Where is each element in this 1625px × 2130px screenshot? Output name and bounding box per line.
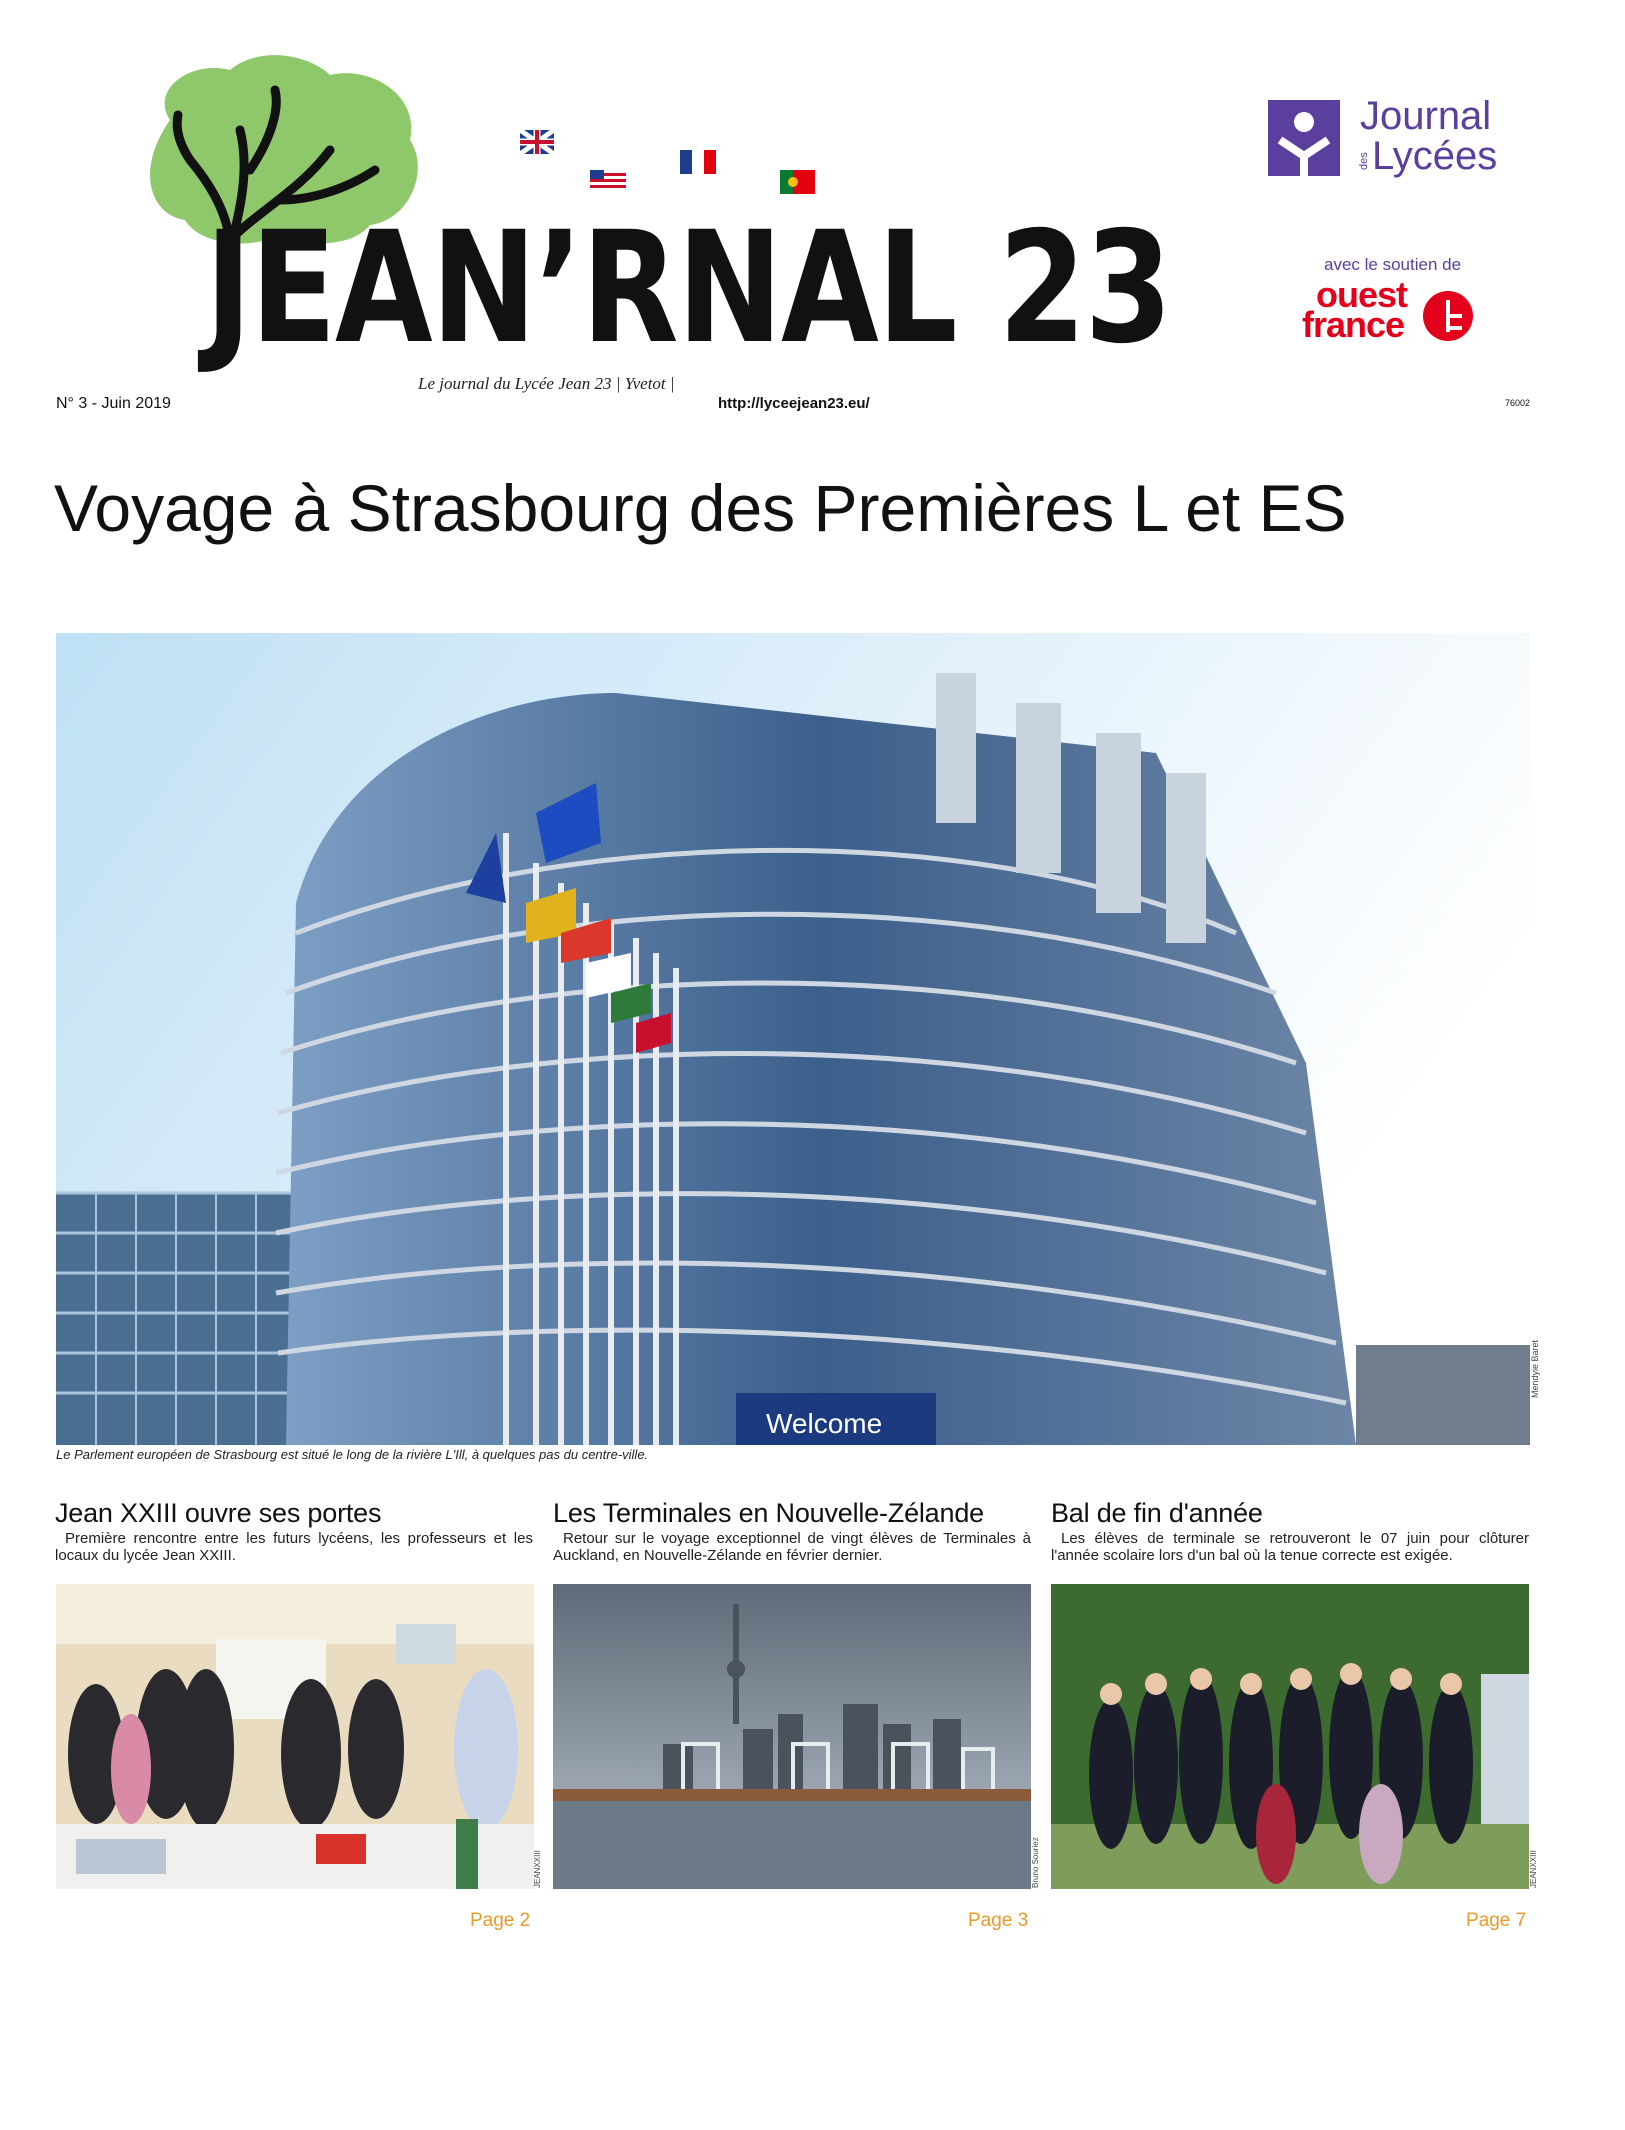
welcome-banner: Welcome — [766, 1408, 883, 1439]
masthead-title: JEAN’RNAL 23 — [205, 199, 1171, 378]
teaser-text: Les élèves de terminale se retrouveront le 07 juin pour clôturer l'année scolaire lors d'un bal où la tenue correcte est exigée. — [1051, 1530, 1529, 1564]
sponsor-caption: avec le soutien de — [1324, 255, 1462, 274]
site-url-link[interactable]: http://lyceejean23.eu/ — [718, 395, 870, 412]
prom-photo-credit: JEANXXIII — [1529, 1850, 1538, 1888]
sponsor-name-line2: france — [1302, 304, 1405, 345]
page-link-3[interactable]: Page 3 — [968, 1910, 1029, 1931]
page-link-2[interactable]: Page 2 — [470, 1910, 531, 1931]
teaser-title: Jean XXIII ouvre ses portes — [55, 1498, 382, 1528]
teaser-ball[interactable] — [1051, 1496, 1529, 1564]
teaser-text: Première rencontre entre les futurs lycéens, les professeurs et les locaux du lycée Jean XXIII. — [55, 1530, 533, 1564]
partner-name-small: des — [1358, 152, 1370, 170]
page-headline: Voyage à Strasbourg des Premières L et ES — [54, 471, 1347, 545]
partner-name-line1: Journal — [1360, 94, 1492, 138]
auckland-photo-credit: Bruno Souriez — [1031, 1837, 1040, 1888]
postal-code: 76002 — [1505, 398, 1531, 408]
teaser-open-day[interactable] — [55, 1496, 533, 1564]
masthead-subtitle: Le journal du Lycée Jean 23 | Yvetot | — [418, 374, 675, 393]
sponsor-name-line1: ouest — [1316, 274, 1408, 315]
teaser-title: Bal de fin d'année — [1051, 1498, 1263, 1528]
open-day-photo — [56, 1584, 534, 1889]
teaser-title: Les Terminales en Nouvelle-Zélande — [553, 1498, 984, 1528]
page-link-7[interactable]: Page 7 — [1466, 1910, 1527, 1931]
european-parliament-photo — [56, 633, 1530, 1445]
prom-group-photo — [1051, 1584, 1529, 1889]
teaser-new-zealand[interactable] — [553, 1496, 1031, 1564]
ouest-france-icon — [1422, 290, 1474, 342]
teaser-text: Retour sur le voyage exceptionnel de vingt élèves de Terminales à Auckland, en Nouvelle-Zélande en février dernier. — [553, 1530, 1031, 1564]
journal-des-lycees-logo — [1268, 100, 1358, 180]
main-photo-credit: Mendyie Baret — [1530, 1339, 1540, 1398]
open-day-photo-credit: JEANXXIII — [533, 1850, 542, 1888]
main-photo-caption: Le Parlement européen de Strasbourg est situé le long de la rivière L'Ill, à quelques pas du centre-ville. — [56, 1447, 649, 1462]
partner-name-line2: Lycées — [1372, 134, 1498, 178]
issue-number: N° 3 - Juin 2019 — [56, 395, 171, 412]
auckland-skyline-photo — [553, 1584, 1031, 1889]
